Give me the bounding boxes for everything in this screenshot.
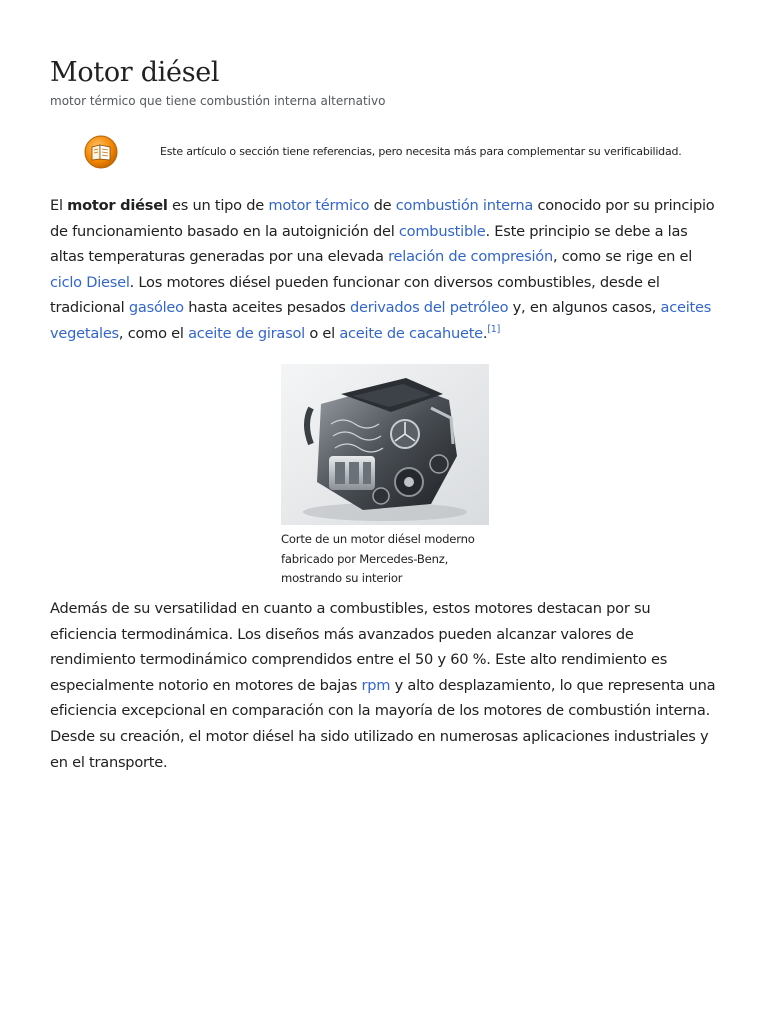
reference-link-1[interactable]: [1] — [487, 324, 501, 336]
reference-book-icon — [84, 135, 118, 169]
text-run: de — [369, 197, 396, 214]
text-run: , como se rige en el — [552, 248, 693, 266]
text-run: y alto desplazamiento, lo que representa una eficiencia excepcional en comparación con la mayoría de los motores de combustión interna. Desde su creación, el motor diésel ha sido utilizado en numerosas aplicaciones industriales y en el transporte. — [50, 676, 716, 771]
text-run: Además de su versatilidad en cuanto a combustibles, estos motores destacan por su eficiencia termodinámica. Los diseños más avanzados pueden alcanzar valores de rendimiento termodinámico comprendidos entre el 50 y 60 %. Este alto rendimiento es especialmente notorio en motores de bajas — [50, 600, 668, 694]
page-title: Motor diésel — [50, 57, 220, 88]
text-run: , como el — [118, 324, 189, 342]
link-aceite-girasol[interactable]: aceite de girasol — [188, 324, 305, 342]
figure — [281, 364, 489, 589]
text-run: El — [50, 197, 68, 214]
engine-image[interactable] — [281, 364, 489, 525]
text-run: . Este principio se debe a las altas temperaturas generadas por una elevada — [50, 222, 688, 266]
link-combustible[interactable]: combustible — [398, 222, 486, 240]
references-notice — [50, 134, 718, 174]
bold-term: motor diésel — [67, 197, 168, 214]
link-rpm[interactable]: rpm — [361, 676, 391, 694]
link-combustion-interna[interactable]: combustión interna — [395, 197, 534, 214]
page-subtitle: motor térmico que tiene combustión interna alternativo — [50, 94, 386, 108]
figure-caption: Corte de un motor diésel moderno fabricado por Mercedes-Benz, mostrando su interior — [281, 532, 475, 585]
link-derivados-petroleo[interactable]: derivados del petróleo — [350, 299, 509, 317]
link-relacion-compresion[interactable]: relación de compresión — [388, 248, 553, 266]
text-run: conocido por su principio de funcionamiento basado en la autoignición del — [50, 197, 715, 240]
link-aceites-vegetales[interactable]: aceites vegetales — [50, 299, 712, 342]
link-motor-termico[interactable]: motor térmico — [268, 197, 370, 214]
text-run: . Los motores diésel pueden funcionar con diversos combustibles, desde el tradicional — [50, 273, 660, 317]
link-aceite-cacahuete[interactable]: aceite de cacahuete — [339, 324, 483, 342]
link-gasoleo[interactable]: gasóleo — [128, 299, 184, 317]
notice-text: Este artículo o sección tiene referencias, pero necesita más para complementar su verificabilidad. — [160, 145, 682, 158]
text-run: hasta aceites pesados — [183, 299, 350, 317]
link-ciclo-diesel[interactable]: ciclo Diesel — [50, 273, 130, 291]
text-run: . — [482, 324, 488, 342]
text-run: es un tipo de — [167, 197, 269, 214]
intro-paragraph — [50, 193, 718, 347]
efficiency-paragraph — [50, 596, 718, 775]
text-run: y, en algunos casos, — [508, 299, 661, 317]
text-run: o el — [304, 324, 340, 342]
